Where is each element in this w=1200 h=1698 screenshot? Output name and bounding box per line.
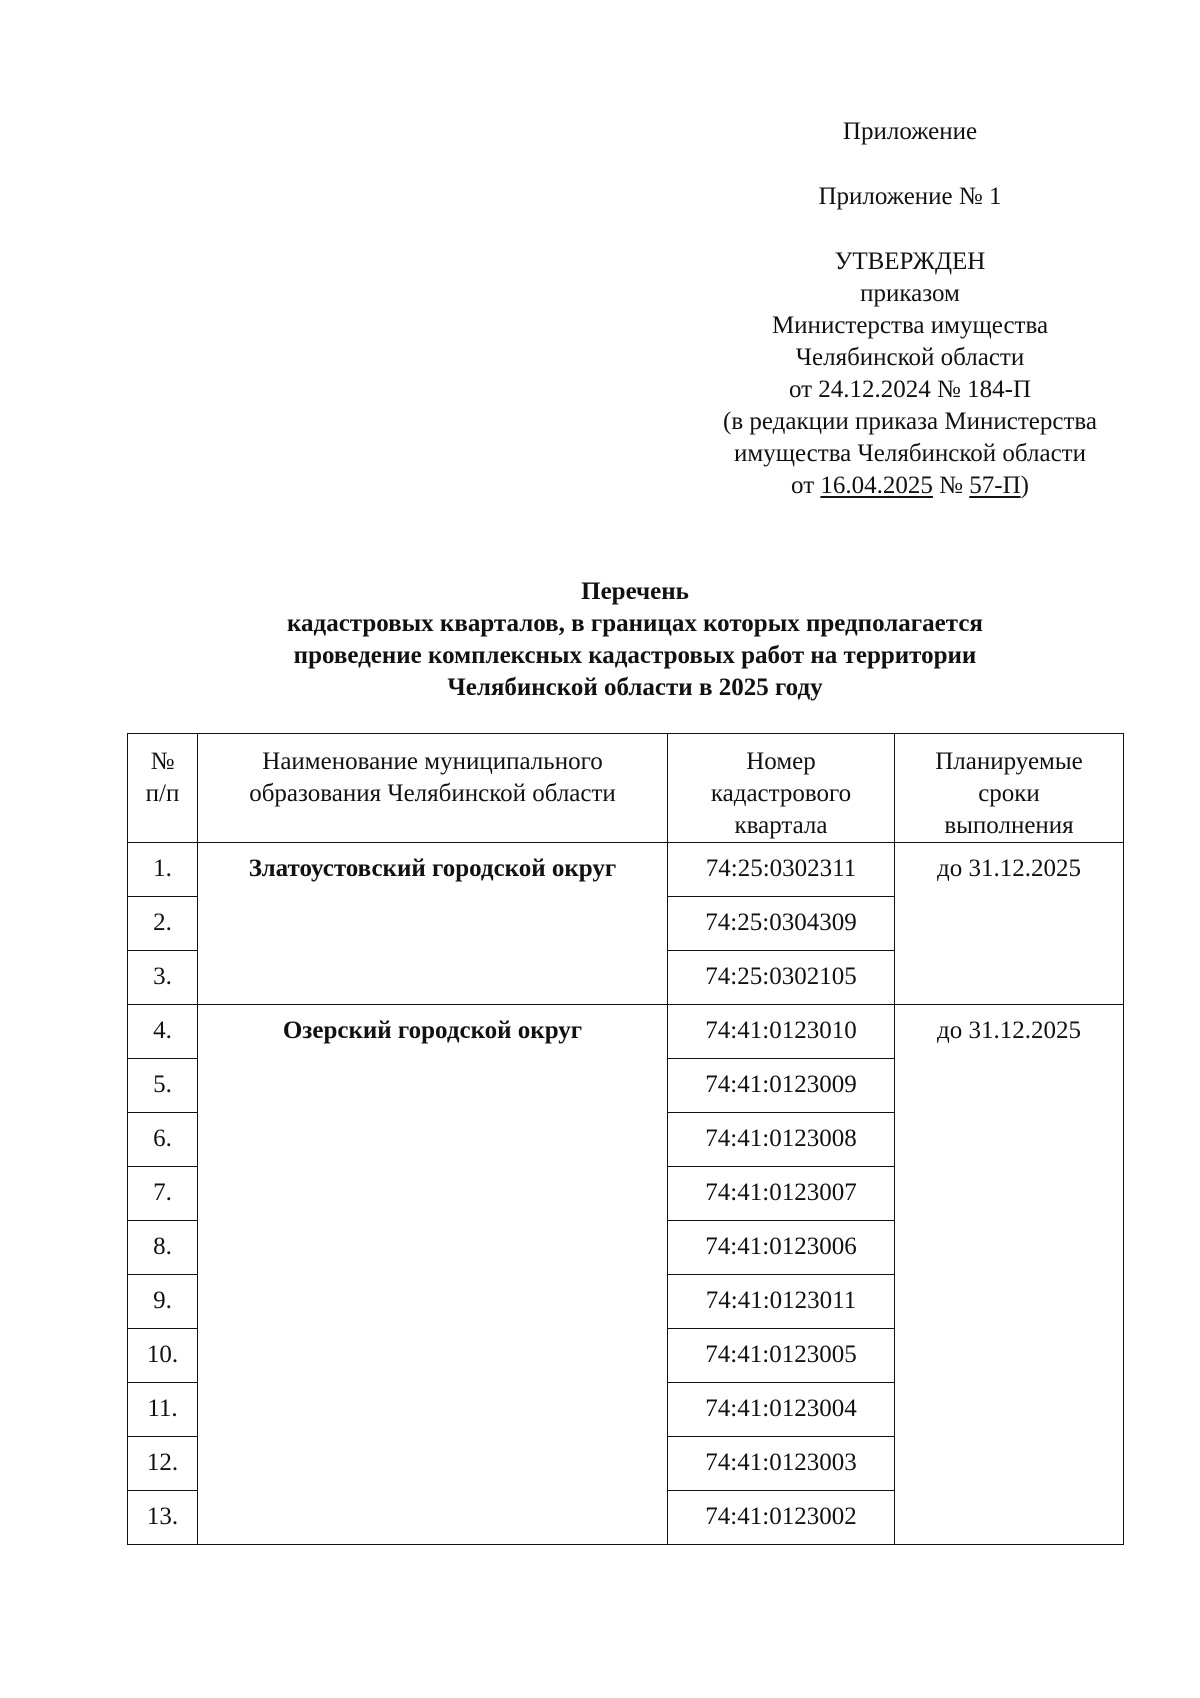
- row-number: 6.: [128, 1113, 198, 1167]
- col-header-deadline: [895, 734, 1124, 843]
- municipality-name: Озерский городской округ: [198, 1005, 668, 1545]
- col-header-cadastral-line1: Номер: [746, 748, 816, 775]
- cadastral-number: 74:41:0123011: [668, 1275, 895, 1329]
- edition-date-link[interactable]: 16.04.2025: [820, 472, 933, 499]
- cadastral-number: 74:41:0123006: [668, 1221, 895, 1275]
- row-number: 7.: [128, 1167, 198, 1221]
- row-number: 11.: [128, 1383, 198, 1437]
- row-number: 9.: [128, 1275, 198, 1329]
- cadastral-number: 74:41:0123002: [668, 1491, 895, 1545]
- cadastral-quarters-table: [127, 733, 1124, 1545]
- edition-number-link[interactable]: 57-П: [969, 472, 1021, 499]
- row-number: 10.: [128, 1329, 198, 1383]
- appendix-number: Приложение № 1: [818, 183, 1002, 210]
- ministry-label: Министерства имущества: [771, 312, 1049, 339]
- col-header-deadline-line2: сроки: [978, 780, 1040, 807]
- col-header-number-line1: №: [150, 748, 175, 775]
- document-title: [120, 576, 1150, 704]
- deadline: до 31.12.2025: [895, 1005, 1124, 1545]
- col-header-cadastral: [668, 734, 895, 843]
- cadastral-number: 74:41:0123010: [668, 1005, 895, 1059]
- col-header-deadline-line3: выполнения: [944, 812, 1074, 839]
- approved-label: УТВЕРЖДЕН: [834, 248, 986, 275]
- row-number: 1.: [128, 843, 198, 897]
- cadastral-number: 74:25:0304309: [668, 897, 895, 951]
- cadastral-number: 74:41:0123007: [668, 1167, 895, 1221]
- region-label: Челябинской области: [795, 344, 1025, 371]
- col-header-number: [128, 734, 198, 843]
- title-line-2: кадастровых кварталов, в границах которых предполагается: [287, 610, 983, 637]
- cadastral-number: 74:25:0302311: [668, 843, 895, 897]
- appendix-label: Приложение: [842, 118, 978, 145]
- table-row: [128, 1005, 1124, 1059]
- cadastral-number: 74:41:0123003: [668, 1437, 895, 1491]
- col-header-cadastral-line3: квартала: [734, 812, 828, 839]
- row-number: 13.: [128, 1491, 198, 1545]
- approval-header: [680, 116, 1140, 148]
- col-header-municipality-line2: образования Челябинской области: [249, 780, 616, 807]
- row-number: 4.: [128, 1005, 198, 1059]
- col-header-number-line2: п/п: [145, 780, 180, 807]
- table-body: [128, 843, 1124, 1545]
- deadline: до 31.12.2025: [895, 843, 1124, 1005]
- edition-prefix: от: [791, 472, 821, 499]
- table-header-row: [128, 734, 1124, 843]
- edition-note-line2: имущества Челябинской области: [734, 440, 1086, 467]
- row-number: 3.: [128, 951, 198, 1005]
- row-number: 2.: [128, 897, 198, 951]
- col-header-cadastral-line2: кадастрового: [710, 780, 852, 807]
- edition-suffix: ): [1020, 472, 1029, 499]
- title-line-4: Челябинской области в 2025 году: [447, 674, 823, 701]
- approval-stamp-text: [680, 246, 1140, 502]
- row-number: 12.: [128, 1437, 198, 1491]
- table-row: [128, 843, 1124, 897]
- edition-note-line3: [680, 470, 1140, 502]
- order-date-number: от 24.12.2024 № 184-П: [788, 376, 1032, 403]
- edition-note-line1: (в редакции приказа Министерства: [723, 408, 1097, 435]
- cadastral-number: 74:41:0123008: [668, 1113, 895, 1167]
- approval-header-number: [680, 181, 1140, 213]
- col-header-municipality: [198, 734, 668, 843]
- by-order-label: приказом: [860, 280, 960, 307]
- cadastral-number: 74:41:0123005: [668, 1329, 895, 1383]
- cadastral-number: 74:25:0302105: [668, 951, 895, 1005]
- cadastral-number: 74:41:0123009: [668, 1059, 895, 1113]
- col-header-municipality-line1: Наименование муниципального: [262, 748, 603, 775]
- title-line-3: проведение комплексных кадастровых работ на территории: [293, 642, 977, 669]
- col-header-deadline-line1: Планируемые: [935, 748, 1083, 775]
- row-number: 8.: [128, 1221, 198, 1275]
- title-line-1: Перечень: [581, 578, 689, 605]
- municipality-name: Златоустовский городской округ: [198, 843, 668, 1005]
- edition-mid: №: [932, 472, 970, 499]
- cadastral-number: 74:41:0123004: [668, 1383, 895, 1437]
- row-number: 5.: [128, 1059, 198, 1113]
